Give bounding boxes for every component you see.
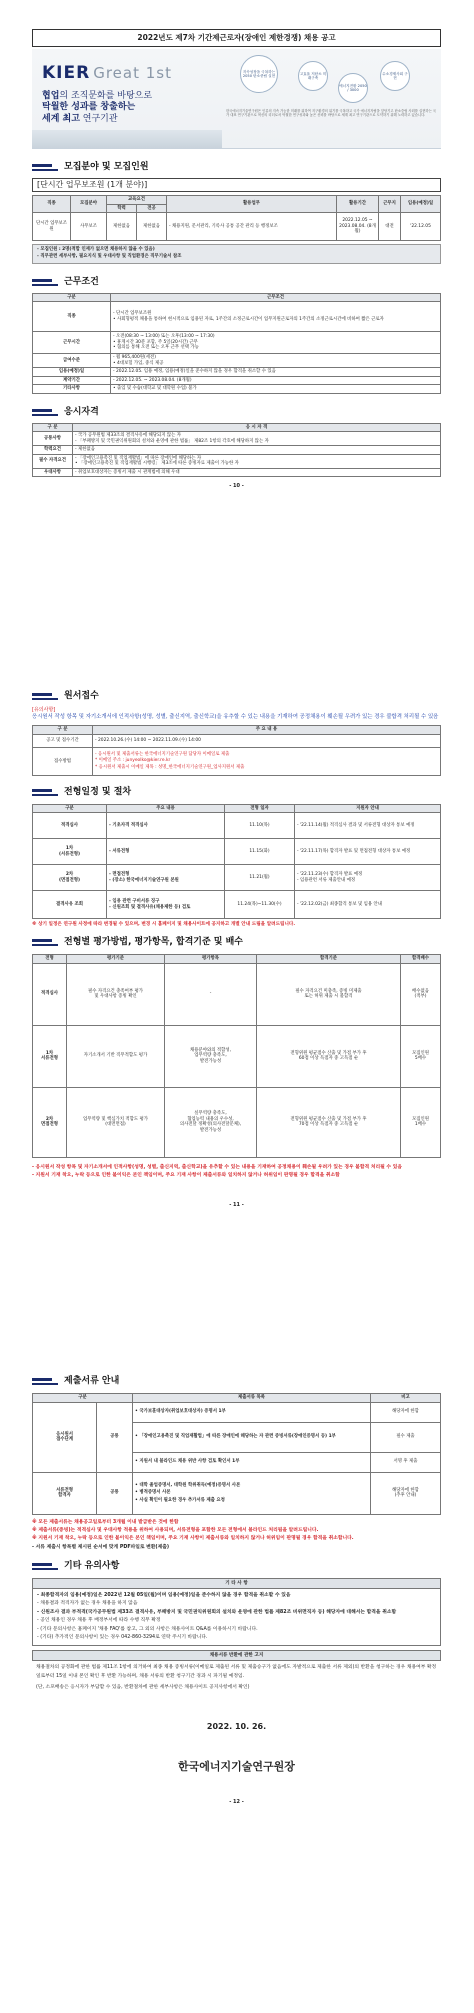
return-header: 채용서류 반환에 관한 고지 xyxy=(32,1650,441,1661)
section-apply: 원서접수 xyxy=(32,690,441,704)
th-duty: 활용업무 xyxy=(167,196,337,213)
section-etc: 기타 유의사항 xyxy=(32,1560,441,1574)
th-degree: 학력 xyxy=(107,204,137,213)
eval-note: - 응시원서 작성 항목 및 자기소개서에 인적사항(성명, 성별, 출신지역, 출신학교)을 유추할 수 있는 내용을 기재하여 공정채용이 훼손될 우려가 있는 경우 불합격 처리될 수 있음 xyxy=(32,1164,402,1170)
schedule-step: 1차 (서류전형) xyxy=(33,839,107,865)
eval-items: 실무역량 충족도, 협업능력 내용의 우수성, 의사전달 정확성(의사전달문체), 발전가능성 xyxy=(165,1087,257,1157)
th-category: 구분 xyxy=(33,1394,133,1403)
docs-common: 공통 xyxy=(97,1472,133,1514)
th-remark: 비고 xyxy=(371,1394,441,1403)
kier-mark-icon xyxy=(32,1377,58,1387)
vision-circle-2: 고효율 저탄소 미래구축 xyxy=(298,61,328,91)
th-category: 구분 xyxy=(33,293,111,302)
kier-logo: KIER Great 1st xyxy=(42,63,172,83)
work-row-label: 계약기간 xyxy=(33,376,111,385)
th-category: 구 분 xyxy=(33,726,93,735)
work-row-value: • 출입 및 수습(대학교 및 대학원 수업) 불가 xyxy=(111,385,441,394)
cell-field: 사무보조 xyxy=(71,213,107,241)
qual-row-value: - 제한없음 xyxy=(73,446,441,455)
schedule-guide: - '22.11.14(월) 적격심사 결과 및 서류전형 대상자 통보 예정 xyxy=(295,813,441,839)
work-row-value: - 2022.12.05. 임용 예정, 임용(예정)일을 준수하지 않을 경우 합격을 취소할 수 있음 xyxy=(111,368,441,377)
work-row-label: 근무시간 xyxy=(33,332,111,354)
work-row-label: 임용(예정)일 xyxy=(33,368,111,377)
work-row-value: - 오전(08:30 ~ 13:00) 또는 오후(13:00 ~ 17:30) • 휴게시간 30분 포함, 주 5일(20시간) 근무 • 협의를 통해 오전 또는 오후 근무 선택 가능 xyxy=(111,332,441,354)
docs-remark: 서명 후 제출 xyxy=(371,1452,441,1472)
documents-table xyxy=(32,1393,441,1515)
eval-note: - 지원서 기재 착오, 누락 등으로 인한 불이익은 본인 책임이며, 주요 기재 사항이 제출서류와 일치하지 않거나 허위임이 판명될 경우 합격을 취소함 xyxy=(32,1172,340,1178)
eval-items: - xyxy=(165,963,257,1025)
eval-stage: 1차 서류전형 xyxy=(33,1025,67,1087)
th-step: 구분 xyxy=(33,804,107,813)
kier-mark-icon xyxy=(32,788,58,798)
page-3 xyxy=(32,1375,441,1806)
apply-period: - 2022.10.26.(수) 14:00 ~ 2022.11.09.(수) 14:00 xyxy=(93,734,441,747)
page-number: - 10 - xyxy=(229,483,244,490)
schedule-content: - 임용 관련 구비서류 징구 - 신원조회 및 결격사유(채용제한 등) 검토 xyxy=(107,891,225,919)
work-row-label: 급여수준 xyxy=(33,354,111,368)
section-work: 근무조건 xyxy=(32,276,441,290)
th-edu: 교육요건 xyxy=(107,196,167,205)
th-category: 구 분 xyxy=(33,423,73,432)
work-row-label: 기타사항 xyxy=(33,385,111,394)
vision-circle-3: 에너지전환 2050 / 3000 xyxy=(338,73,368,103)
qualification-table xyxy=(32,423,441,478)
docs-stage: 서류전형 합격자 xyxy=(33,1472,97,1514)
cell-period: 2022.12.05 ~ 2023.08.04. (8개월) xyxy=(337,213,379,241)
th-location: 근무지 xyxy=(379,196,401,213)
qual-row-value: - 국가 공무원법 제33조의 결격사유에 해당되지 않는 자 - 「부패방지 및 국민권익위원회의 설치와 운영에 관한 법률」 제82조 1항의 각호에 해당하지 않는 자 xyxy=(73,432,441,446)
etc-item: - (기타) 추가적인 문의사항이 있는 경우 042-860-3294로 연락 주시기 바랍니다. xyxy=(37,1635,208,1641)
page-number: - 12 - xyxy=(229,1799,244,1806)
apply-method-label: 접수방법 xyxy=(33,747,93,775)
th-major: 전공 xyxy=(137,204,167,213)
page-number: - 11 - xyxy=(229,1201,244,1208)
docs-remark: 해당자에 한함 xyxy=(371,1402,441,1422)
eval-items: 채용분야와의 적합성, 업무역량 충족도, 발전가능성 xyxy=(165,1025,257,1087)
page-title: 2022년도 제7차 기간제근로자(장애인 제한경쟁) 채용 공고 xyxy=(32,29,441,47)
docs-remark: 해당자에 한함 (추후 안내) xyxy=(371,1472,441,1514)
th-job-type: 직종 xyxy=(33,196,71,213)
kier-mark-icon xyxy=(32,408,58,418)
qual-row-label: 필수 자격요건 xyxy=(33,454,73,468)
th-content: 주 요 내 용 xyxy=(93,726,441,735)
work-table xyxy=(32,293,441,394)
apply-method: - 응시원서 및 제출서류는 한국에너지기술연구원 담당자 이메일로 제출 * 이메일 주소 : junyeolko@kier.re.kr * 응시원서 제출시 이메일 제목 : 성명_한국에너지기술연구원_업사지원서 제출 xyxy=(93,747,441,775)
kier-mark-icon xyxy=(32,163,58,173)
etc-item: - 채용결과 적격자가 없는 경우 채용을 하지 않음 xyxy=(37,1601,138,1607)
th-multiple: 합격배수 xyxy=(401,955,441,964)
return-note: (단, 소포배송은 응시자가 부담할 수 있음, 반환절차에 관한 세부사항은 채용사이트 공지사항에서 확인) xyxy=(36,1685,250,1691)
th-start-date: 임용(예정)일 xyxy=(401,196,441,213)
eval-stage: 적격심사 xyxy=(33,963,67,1025)
announcement-date: 2022. 10. 26. xyxy=(206,1721,267,1731)
eval-pass: 전형위원 평균점수 산출 및 가점 부가 후 60점 이상 득점자 중 고득점 순 xyxy=(257,1025,401,1087)
th-stage: 전형 xyxy=(33,955,67,964)
section-recruit: 모집분야 및 모집인원 xyxy=(32,161,441,175)
schedule-step: 결격사유 조회 xyxy=(33,891,107,919)
etc-item: - 신원조사 결과 부적격(국가공무원법 제33조 결격사유, 부패방지 및 국민권익위원회의 설치와 운영에 관한 법률 제82조 비위면직자 등) 해당자에 대해서는 합격을 취소함 xyxy=(37,1609,397,1615)
eval-multiple: 모집인원 1배수 xyxy=(401,1087,441,1157)
kier-mark-icon xyxy=(32,278,58,288)
section-qualification: 응시자격 xyxy=(32,406,441,420)
work-row-label: 직종 xyxy=(33,302,111,332)
eval-stage: 2차 면접전형 xyxy=(33,1087,67,1157)
qual-row-value: - 「장애인고용촉진 및 직업재활법」에 따른 장애인에 해당하는 자 • 「장애인고용촉진 및 직업재활법 시행령」 제3조에 따른 증빙자료 제출이 가능한 자 xyxy=(73,454,441,468)
th-period: 활용기간 xyxy=(337,196,379,213)
schedule-date: 11.24(목)~11.30(수) xyxy=(225,891,295,919)
docs-remark: 필수 제출 xyxy=(371,1422,441,1452)
cell-duty: - 채용지원, 문서관리, 기록사 공통 공간 관리 등 행정보조 xyxy=(167,213,337,241)
schedule-content: - 기초자격 적격심사 xyxy=(107,813,225,839)
etc-list xyxy=(32,1589,441,1646)
schedule-content: - 면접전형 - (장소) 한국에너지기술연구원 본원 xyxy=(107,865,225,891)
vision-circle-1: 지속성장을 극복하는 2050 탄소중립 실현 xyxy=(240,55,278,93)
qual-row-value: - 취업보호대상자는 증빙서 제출 시 관계법에 의해 우대 xyxy=(73,468,441,477)
documents-notes xyxy=(32,1519,441,1553)
schedule-date: 11.10(목) xyxy=(225,813,295,839)
note-job-desc: - 직무관련 세부사항, 필요지식 및 우대사항 및 직업환경은 직무기술서 참조 xyxy=(37,253,182,259)
eval-criteria: 필수 자격요건 충족여부 평가 및 우대사항 증빙 확인 xyxy=(67,963,165,1025)
th-criteria: 평가기준 xyxy=(67,955,165,964)
cell-job-type: 단시간 업무보조원 xyxy=(33,213,71,241)
etc-item: - (기타 문의사항은 홈페이지 '채용 FAQ'를 참고, 그 외의 사항은 채용사이트 Q&A를 이용하시기 바랍니다. xyxy=(37,1626,258,1632)
return-text: 채용절차의 공정화에 관한 법률 제11조 1항에 의거하여 최종 채용 증빙서류(이메일로 제출된 서류 및 제출승구가 없음에도 자발적으로 제출한 서류 제외)의 반환을 청구하는 경우 채용여부 확정일로부터 15일 이내 본인 확인 후 반환 가능하며, 채용 서류의 반환 청구기간 경과 시 파기될 예정임. xyxy=(36,1665,437,1679)
docs-item: • 국가보훈대상자(취업보호대상자) 증명서 1부 xyxy=(133,1402,371,1422)
schedule-guide: - '22.12.02(금) 최종합격 통보 및 임용 안내 xyxy=(295,891,441,919)
vision-circles xyxy=(220,53,435,103)
qual-row-label: 학력요건 xyxy=(33,446,73,455)
page-2 xyxy=(32,690,441,1208)
schedule-guide: - '22.11.23(수) 합격자 발표 예정 - 임용관련 서류 제출안내 예정 xyxy=(295,865,441,891)
eval-notes xyxy=(32,1164,441,1180)
schedule-step: 적격심사 xyxy=(33,813,107,839)
eval-multiple: 배수없음 (적부) xyxy=(401,963,441,1025)
etc-item: - 최종합격자의 임용(예정)일은 2022년 12월 05일(월)이며 임용(예정)일을 준수하지 않을 경우 합격을 취소할 수 있음 xyxy=(37,1593,291,1599)
kier-banner xyxy=(32,49,441,149)
section-schedule: 전형일정 및 절차 xyxy=(32,786,441,800)
th-field: 모집분야 xyxy=(71,196,107,213)
evaluation-table xyxy=(32,954,441,1158)
banner-landscape xyxy=(32,130,222,148)
docs-item: • 지원서 내 블라인드 채용 위반 사항 검토 확인서 1부 xyxy=(133,1452,371,1472)
note-headcount: - 모집인원 : 2명(적합 인재가 없으면 채용하지 않을 수 있음) xyxy=(37,247,155,252)
etc-header: 기 타 사 항 xyxy=(32,1578,441,1589)
schedule-content: - 서류전형 xyxy=(107,839,225,865)
work-row-value: - 월 965,400원(세전) • 4대보험 가입, 중식 제공 xyxy=(111,354,441,368)
cell-degree: 제한없음 xyxy=(107,213,137,241)
docs-note: ※ 지원서 기재 착오, 누락 등으로 인한 불이익은 본인 책임이며, 주요 기재 사항이 제출서류와 일치하지 않거나 허위임이 판명될 경우 합격을 취소합니다. xyxy=(32,1536,354,1542)
banner-description: 한국에너지기술연구원은 인류의 지속 가능한 미래를 위하여 지구환경의 위기를 극복하고 국가 에너지자립을 앞당기고 탄소중립 사회를 실현하는 국가 대표 연구기관으로 혁신의 리더로서 탁월한 연구성과와 높은 신뢰를 바탕으로 세계 최고 연구기관으로 도약하기 위해 노력하고 있습니다. xyxy=(226,109,436,118)
th-docs: 제출서류 목록 xyxy=(133,1394,371,1403)
eval-criteria: 자기소개서 기반 직무적합도 평가 xyxy=(67,1025,165,1087)
th-pass: 합격기준 xyxy=(257,955,401,964)
schedule-date: 11.15(화) xyxy=(225,839,295,865)
th-guide: 지원자 안내 xyxy=(295,804,441,813)
th-content: 주요 내용 xyxy=(107,804,225,813)
apply-period-label: 공고 및 접수기간 xyxy=(33,734,93,747)
eval-multiple: 모집인원 5배수 xyxy=(401,1025,441,1087)
qual-row-label: 공통사항 xyxy=(33,432,73,446)
docs-note: ※ 제출서류(증빙)는 적격심사 및 우대사항 적용을 위하여 사용되며, 서류전형을 포함한 모든 전형에서 블라인드 처리됨을 알려드립니다. xyxy=(32,1527,319,1533)
kier-mark-icon xyxy=(32,938,58,948)
schedule-guide: - '22.11.17(목) 합격자 발표 및 면접전형 대상자 통보 예정 xyxy=(295,839,441,865)
th-date: 전형 일자 xyxy=(225,804,295,813)
kier-mark-icon xyxy=(32,692,58,702)
cell-major: 제한없음 xyxy=(137,213,167,241)
docs-item: • 「장애인고용촉진 및 직업재활법」에 따른 장애인에 해당하는 자 관련 증빙서류(장애인증명서 등) 1부 xyxy=(133,1422,371,1452)
recruit-table xyxy=(32,195,441,241)
page-1 xyxy=(32,0,441,489)
schedule-table xyxy=(32,804,441,920)
recruit-notes xyxy=(32,244,441,264)
schedule-date: 11.21(월) xyxy=(225,865,295,891)
docs-item: • 대학 졸업증명서, 대학원 학위취득(예정)증명서 사본 • 병적증명서 사본 • 사실 확인이 필요한 경우 추가서류 제출 요청 xyxy=(133,1472,371,1514)
work-row-value: - 단시간 업무보조원 • 사회형평적 채용을 통하여 현시적으로 임용된 자로, 1주간의 소정근로시간이 업무지원근로자의 1주간의 소정근로시간에 비하여 짧은 근로자 xyxy=(111,302,441,332)
etc-item: - 공인 채용인 경우 채용 후 배정부서에 따라 수행 직무 확정 xyxy=(37,1618,161,1624)
recruit-subtitle: [단시간 업무보조원 (1개 분야)] xyxy=(32,178,441,192)
vision-circle-4: 수소경제사회 구현 xyxy=(380,61,410,91)
work-row-value: - 2022.12.05. ~ 2023.08.04. (8개월) xyxy=(111,376,441,385)
apply-warning-head: [유의사항] xyxy=(32,707,56,713)
docs-note: - 서류 제출시 항목별 제시된 순서에 맞게 PDF파일로 변환(제출) xyxy=(32,1544,170,1550)
th-qualification: 응 시 자 격 xyxy=(73,423,441,432)
schedule-note: ※ 상기 일정은 연구원 사정에 따라 변경될 수 있으며, 변경 시 홈페이지 및 채용사이트에 공지하고 개별 안내 드림을 알려드립니다. xyxy=(32,922,296,928)
slogan: 협업의 조직문화를 바탕으로 탁월한 성과를 창출하는 세계 최고 연구기관 xyxy=(42,91,153,124)
th-items: 평가항목 xyxy=(165,955,257,964)
return-section xyxy=(32,1661,441,1695)
eval-criteria: 업무역량 및 핵심가치 적합도 평가 (대면면접) xyxy=(67,1087,165,1157)
cell-location: 대전 xyxy=(379,213,401,241)
section-evaluation: 전형별 평가방법, 평가항목, 합격기준 및 배수 xyxy=(32,936,441,950)
docs-stage: 응시원서 접수단계 xyxy=(33,1402,97,1472)
section-documents: 제출서류 안내 xyxy=(32,1375,441,1389)
docs-common: 공통 xyxy=(97,1402,133,1472)
apply-table xyxy=(32,725,441,776)
signer: 한국에너지기술연구원장 xyxy=(178,1759,295,1773)
th-conditions: 근무조건 xyxy=(111,293,441,302)
qual-row-label: 우대사항 xyxy=(33,468,73,477)
apply-warning: 응시원서 작성 항목 및 자기소개서에 인적사항(성명, 성별, 출신지역, 출신학교)을 유추할 수 있는 내용을 기재하여 공정채용이 훼손될 우려가 있는 경우 불합격 처리될 수 있음 xyxy=(32,714,439,721)
docs-note: ※ 모든 제출서류는 채용공고일로부터 3개월 이내 발급받은 것에 한함 xyxy=(32,1519,179,1525)
cell-start-date: '22.12.05 xyxy=(401,213,441,241)
kier-mark-icon xyxy=(32,1562,58,1572)
eval-pass: 전형위원 평균점수 산출 및 가점 부가 후 70점 이상 득점자 중 고득점 순 xyxy=(257,1087,401,1157)
eval-pass: 필수 자격요건 미충족, 증빙 미제출 또는 허위 제출 시 불합격 xyxy=(257,963,401,1025)
schedule-step: 2차 (면접전형) xyxy=(33,865,107,891)
